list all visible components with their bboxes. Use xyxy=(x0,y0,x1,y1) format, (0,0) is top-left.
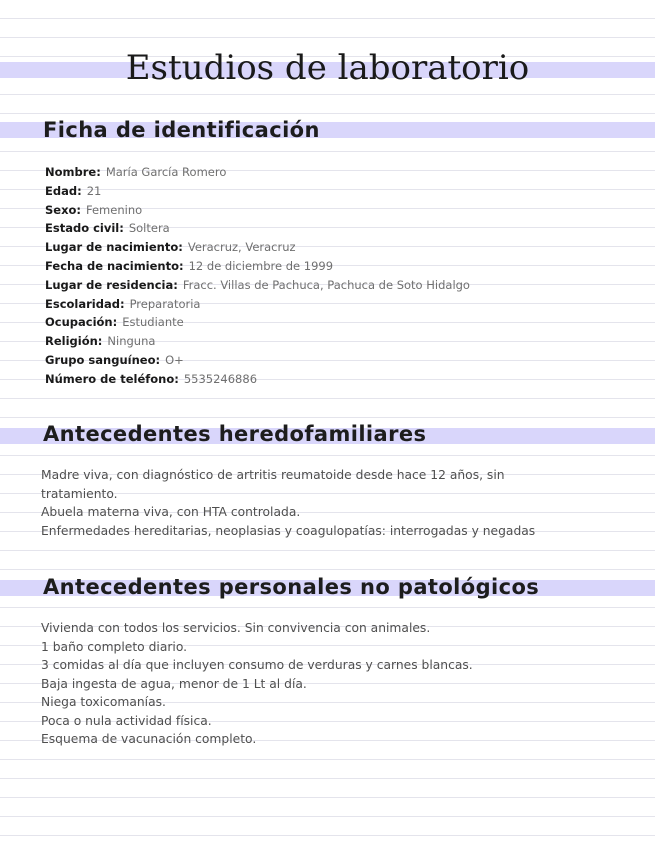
page-title: Estudios de laboratorio xyxy=(125,48,530,88)
text-line: 1 baño completo diario. xyxy=(41,639,188,654)
ficha-fields xyxy=(45,163,470,389)
field-value: Preparatoria xyxy=(129,296,201,311)
field-label: Fecha de nacimiento: xyxy=(45,258,184,273)
field-label: Nombre: xyxy=(45,165,101,179)
field-value: Veracruz, Veracruz xyxy=(187,240,296,255)
field-value: Femenino xyxy=(86,202,143,217)
field-value: 12 de diciembre de 1999 xyxy=(188,258,334,273)
field-row xyxy=(45,313,470,332)
field-value: 5535246886 xyxy=(183,371,258,386)
field-row xyxy=(45,295,470,314)
field-value: Ninguna xyxy=(107,334,156,349)
heredo-heading: Antecedentes heredofamiliares xyxy=(43,422,427,446)
text-line: Esquema de vacunación completo. xyxy=(41,732,257,746)
field-value: Estudiante xyxy=(122,315,184,330)
text-line: Poca o nula actividad física. xyxy=(41,713,212,728)
field-label: Número de teléfono: xyxy=(45,371,179,386)
field-label: Lugar de nacimiento: xyxy=(45,240,183,255)
text-line: Baja ingesta de agua, menor de 1 Lt al día. xyxy=(41,676,307,691)
field-row xyxy=(45,219,470,238)
personales-text xyxy=(41,619,601,749)
field-row xyxy=(45,257,470,276)
field-label: Religión: xyxy=(45,334,103,349)
field-value: Fracc. Villas de Pachuca, Pachuca de Soto Hidalgo xyxy=(182,277,470,292)
field-value: 21 xyxy=(86,183,102,198)
text-line: Abuela materna viva, con HTA controlada. xyxy=(41,505,301,519)
text-line: Enfermedades hereditarias, neoplasias y coagulopatías: interrogadas y negadas xyxy=(41,523,536,538)
field-row xyxy=(45,332,470,351)
field-label: Edad: xyxy=(45,183,82,198)
text-line: 3 comidas al día que incluyen consumo de verduras y carnes blancas. xyxy=(41,658,473,672)
field-label: Estado civil: xyxy=(45,221,124,236)
text-line: tratamiento. xyxy=(41,486,118,501)
field-label: Grupo sanguíneo: xyxy=(45,352,161,367)
field-row xyxy=(45,163,470,182)
field-label: Escolaridad: xyxy=(45,296,125,311)
text-line: Madre viva, con diagnóstico de artritis reumatoide desde hace 12 años, sin xyxy=(41,468,505,482)
personales-heading: Antecedentes personales no patológicos xyxy=(43,575,540,599)
field-row xyxy=(45,182,470,201)
text-line: Vivienda con todos los servicios. Sin convivencia con animales. xyxy=(41,621,431,635)
field-value: Soltera xyxy=(128,221,170,236)
field-row xyxy=(45,370,470,389)
field-label: Sexo: xyxy=(45,202,81,217)
text-line: Niega toxicomanías. xyxy=(41,695,166,709)
field-row xyxy=(45,238,470,257)
field-label: Ocupación: xyxy=(45,315,118,330)
ficha-heading: Ficha de identificación xyxy=(43,118,320,142)
field-label: Lugar de residencia: xyxy=(45,277,178,292)
field-row xyxy=(45,201,470,220)
heredo-text xyxy=(41,466,601,540)
field-value: María García Romero xyxy=(105,165,227,179)
field-row xyxy=(45,351,470,370)
field-value: O+ xyxy=(165,352,184,367)
field-row xyxy=(45,276,470,295)
